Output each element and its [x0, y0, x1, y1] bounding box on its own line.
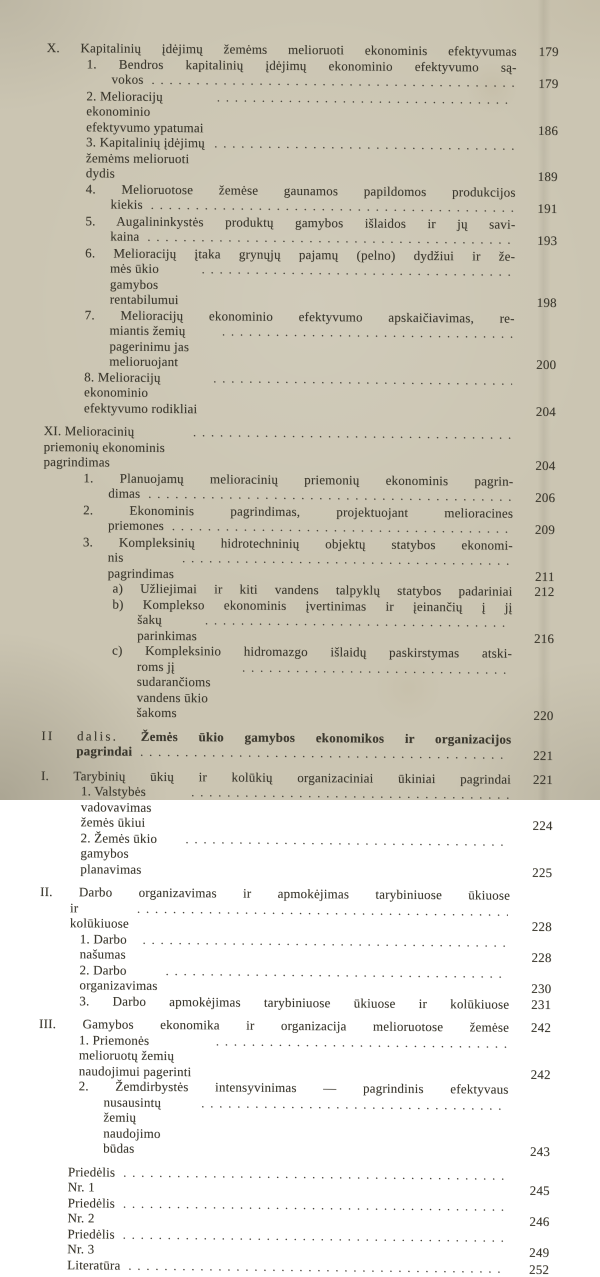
toc-entry-label: II dalis. Žemės ūkio gamybos ekonomikos ir organizacijos: [41, 727, 512, 747]
toc-page-number: 230: [531, 980, 552, 996]
toc-entry-label: pagrindai: [76, 743, 133, 759]
toc-entry-line: [81, 783, 511, 833]
dots-leader: [217, 90, 515, 108]
toc-entry-line: [137, 612, 512, 646]
toc-entry: [40, 930, 552, 965]
toc-entry: [43, 501, 555, 537]
toc-page-number: 191: [537, 200, 558, 217]
toc-entry: [38, 1078, 551, 1160]
toc-entry-label: 3. Kompleksinių hidrotechninių objektų statybos ekonomi-: [82, 533, 513, 553]
toc-entry-label: 2. Žemdirbystės intensyvinimas — pagrindinis efektyvaus: [78, 1078, 509, 1097]
toc-entry: [46, 87, 558, 138]
toc-entry: [43, 469, 555, 505]
toc-entry-label: šakų parinkimas: [137, 611, 197, 643]
dots-leader: [222, 324, 513, 342]
toc-part-prefix: II dalis.: [41, 727, 141, 744]
toc-entry-line: [110, 261, 515, 311]
dots-leader: [214, 136, 514, 154]
toc-entry: [39, 961, 551, 996]
toc-entry-line: [79, 962, 509, 996]
toc-entry: [43, 533, 555, 584]
toc-entry-label: 5. Augalininkystės produktų gamybos išlaidos ir jų savi-: [85, 212, 516, 232]
toc-entry-label: X. Kapitalinių įdėjimų žemėms melioruoti ekonominis efektyvumas: [46, 40, 517, 59]
toc-entry-line: [68, 1164, 508, 1198]
toc-entry: [44, 306, 556, 372]
toc-page-number: 216: [533, 630, 555, 646]
toc-entry-label: 1. Planuojamų melioracinių priemonių ekonominis pagrin-: [83, 469, 514, 489]
dots-leader: [242, 660, 510, 678]
toc-entry-label: b) Komplekso ekonominis įvertinimas ir įeinančių į jį: [112, 596, 513, 615]
dots-leader: [166, 963, 508, 981]
dots-leader: [140, 745, 509, 763]
toc-entry-label: ir kolūkiuose: [69, 899, 130, 931]
toc-page-number: 225: [532, 864, 553, 880]
toc-entry-label: III. Gamybos ekonomika ir organizacija melioruotose žemėse: [39, 1015, 510, 1035]
toc-entry-label: 1. Valstybės vadovavimas žemės ūkiui: [80, 783, 152, 830]
dots-leader: [201, 1096, 506, 1114]
toc-page-number: 204: [535, 457, 556, 474]
toc-page-number: 212: [534, 583, 555, 600]
toc-entry-line: [67, 1226, 507, 1260]
toc-entry: [39, 1031, 551, 1082]
toc-entry: [44, 368, 556, 419]
toc-entry-label: roms jį sudarančioms vandens ūkio šakoms: [136, 658, 211, 721]
toc-entry-label: 7. Melioracijų ekonominio efektyvumo apskaičiavimas, re-: [84, 306, 515, 326]
toc-entry-label: 2. Žemės ūkio gamybos planavimas: [80, 829, 158, 877]
toc-entry-line: [136, 658, 511, 723]
toc-entry: [37, 1225, 549, 1260]
toc-entry-line: [109, 323, 514, 373]
dots-leader: [213, 371, 512, 389]
toc-page-number: 211: [534, 568, 555, 584]
toc-entry-line: [86, 88, 516, 138]
toc-entry-line: [79, 993, 509, 1012]
toc-entry-line: [84, 369, 514, 419]
toc-page-number: 193: [537, 232, 558, 249]
toc-page-number: 242: [530, 1066, 551, 1082]
toc-entry-line: [68, 1195, 508, 1229]
toc-entry: [46, 55, 558, 91]
toc-entry: [46, 134, 558, 185]
toc-page-number: 209: [534, 521, 556, 538]
dots-leader: [123, 1227, 506, 1246]
toc-entry-label: 3. Kapitalinių įdėjimų žemėms melioruoti dydis: [85, 134, 205, 181]
toc-entry-label: XI. Melioracinių priemonių ekonominis pagrindimas: [43, 422, 166, 470]
toc-entry-label: dimas: [108, 485, 141, 501]
toc-entry-label: vokos: [111, 71, 144, 87]
dots-leader: [216, 1034, 507, 1052]
toc-entry-label: 1. Priemonės melioruotų žemių naudojimui pagerinti: [78, 1031, 192, 1079]
toc-entry-label: Priedėlis Nr. 2: [67, 1194, 116, 1226]
dots-leader: [123, 1165, 506, 1184]
toc-entry-label: miantis žemių pagerinimu jas melioruojant: [109, 322, 190, 370]
toc-entry-label: nis pagrindimas: [107, 549, 175, 581]
toc-entry-label: 2. Ekonominis pagrindimas, projektuojant melioracines: [83, 501, 514, 521]
toc-page-number: 200: [536, 356, 557, 373]
toc-page-number: 198: [536, 294, 557, 311]
dots-leader: [123, 1196, 506, 1215]
dots-leader: [182, 551, 511, 569]
toc-entry-line: [43, 423, 513, 473]
toc-entry: [38, 1163, 550, 1198]
toc-entry-label: priemones: [107, 517, 165, 533]
toc-page-number: 249: [529, 1244, 550, 1260]
toc-page-number: 245: [529, 1182, 550, 1198]
toc-page-number: 221: [533, 747, 554, 763]
toc-page-number: 252: [529, 1261, 550, 1277]
toc-entry-label: Priedėlis Nr. 3: [67, 1225, 115, 1257]
toc-entry-label: mės ūkio gamybos rentabilumui: [109, 260, 179, 308]
toc-entry: [45, 212, 557, 248]
toc-entry: [38, 1194, 550, 1229]
dots-leader: [128, 1258, 505, 1276]
toc-page-number: 242: [530, 1019, 552, 1035]
toc-entry: [45, 180, 557, 216]
dots-leader: [143, 932, 508, 950]
toc-page-number: 204: [535, 403, 556, 419]
toc-entry-label: kaina: [110, 228, 140, 244]
toc-entry-label: I. Tarybinių ūkių ir kolūkių organizaciniai ūkiniai pagrindai: [40, 767, 512, 787]
toc-page-number: 186: [537, 122, 559, 138]
toc-page-number: 231: [531, 996, 552, 1012]
toc-entry: [45, 244, 557, 310]
toc-page-number: 228: [531, 918, 552, 934]
toc-entry-label: 2. Melioracijų ekonominio efektyvumo ypatumai: [86, 87, 204, 135]
toc-page-number: 189: [537, 168, 558, 185]
dots-leader: [202, 262, 513, 280]
toc-entry: [37, 1256, 549, 1277]
toc-entry-line: [103, 1094, 508, 1159]
toc-entry-label: 1. Bendros kapitalinių įdėjimų ekonominio efektyvumo są-: [86, 55, 517, 75]
toc-entry-line: [67, 1257, 507, 1277]
toc-entry-line: [70, 900, 510, 934]
toc-entry-label: 2. Darbo organizavimas: [79, 961, 158, 993]
toc-entry-label: 3. Darbo apmokėjimas tarybiniuose ūkiuose ir kolūkiuose: [79, 992, 510, 1012]
toc-entry-line: [79, 1032, 509, 1082]
dots-leader: [193, 425, 512, 443]
toc-page-number: 243: [529, 1143, 551, 1159]
toc-entry-label: Priedėlis Nr. 1: [67, 1163, 116, 1195]
toc-entry-label: a) Užliejimai ir kiti vandens talpyklų statybos padariniai: [112, 580, 513, 599]
toc-entry-label: 6. Melioracijų įtaka grynųjų pajamų (pelno) dydžiui ir že-: [85, 244, 516, 264]
dots-leader: [137, 901, 508, 919]
toc-page-number: 179: [538, 75, 559, 92]
toc-entry-label: 1. Darbo našumas: [79, 930, 127, 962]
toc-entry-label: c) Kompleksinio hidromazgo išlaidų paskirstymas atski-: [111, 642, 513, 661]
toc-page-number: 179: [538, 43, 559, 60]
toc-entry-label: nusausintų žemių naudojimo būdas: [103, 1093, 162, 1156]
toc-entry: [42, 595, 554, 646]
toc-entry: [41, 642, 554, 724]
toc-list: [37, 40, 559, 1277]
toc-entry-label: II. Darbo organizavimas ir apmokėjimas tarybiniuose ūkiuose: [40, 883, 511, 903]
toc-entry-line: [80, 830, 510, 880]
toc-entry-label: 4. Melioruotose žemėse gaunamos papildomos produkcijos: [85, 180, 516, 200]
toc-entry: [39, 992, 551, 1012]
toc-entry-label: Literatūra: [67, 1256, 121, 1273]
toc-entry-line: [80, 931, 510, 965]
dots-leader: [205, 613, 510, 631]
toc-entry: [40, 829, 552, 880]
toc-page-number: 221: [532, 771, 554, 787]
toc-entry-line: [76, 743, 511, 763]
dots-leader: [185, 832, 508, 850]
toc-entry-label: kiekis: [110, 196, 143, 212]
toc-entry-line: [86, 134, 516, 184]
toc-entry-line: [108, 549, 513, 583]
toc-entry: [43, 423, 555, 474]
toc-page-number: 224: [532, 817, 553, 833]
dots-leader: [191, 785, 509, 803]
toc-page-number: 228: [531, 949, 552, 965]
toc-entry: [41, 727, 553, 763]
toc-page-number: 220: [533, 707, 554, 724]
toc-page-number: 206: [535, 489, 556, 506]
toc-entry-label: 8. Melioracijų ekonominio efektyvumo rodikliai: [83, 368, 198, 416]
toc-entry: [41, 783, 553, 834]
toc-entry: [40, 884, 552, 935]
toc-page-number: 246: [529, 1213, 550, 1229]
